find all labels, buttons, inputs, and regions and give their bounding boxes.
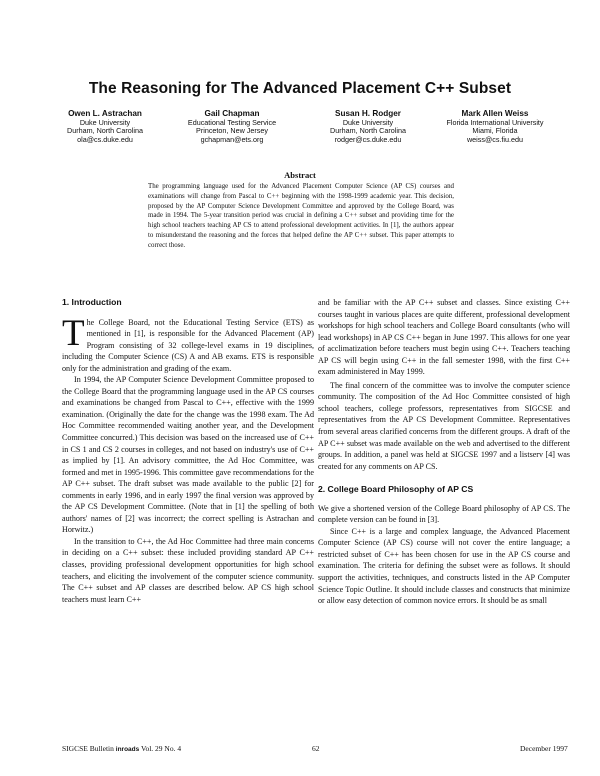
intro-paragraph-text: he College Board, not the Educational Testing Service (ETS) as mentioned in [1], is responsible for the Advanced Placement (AP) Program consisting of 32 college-level exams in 19 disciplines, including the Computer Science (CS) A and AB exams. ETS is responsible only for the administration and grading of the exam. [62, 317, 314, 373]
author-block [420, 110, 570, 145]
author-email: rodger@cs.duke.edu [334, 135, 402, 145]
author-affiliation: Florida International University [446, 117, 544, 127]
author-location: Miami, Florida [472, 126, 518, 136]
body-paragraph: Since C++ is a large and complex language, the Advanced Placement Computer Science (AP CS) course will not cover the entire language; a restricted subset of C++ has been chosen for use in the AP CS course and examination. The criteria for defining the subset were as follows. It should support the activities, techniques, and constructs listed in the AP Computer Science Topic Outline. It should include classes and constructs that minimize or allow easy detection of common novice errors. It should be as small [318, 526, 570, 606]
author-affiliation: Duke University [342, 117, 394, 127]
author-name: Susan H. Rodger [335, 109, 401, 118]
section-heading: 1. Introduction [62, 297, 122, 307]
author-location: Durham, North Carolina [67, 126, 143, 136]
body-paragraph: The final concern of the committee was to involve the computer science community. The composition of the Ad Hoc Committee consisted of high school teachers, college professors, representatives from SIGCSE and representatives from the AP CS Development Committee. Representatives from several areas clarified concerns from the different groups. A draft of the AP C++ subset was made available on the web and advertised to the different groups. In addition, a panel was held at SIGCSE 1997 and a listserv [4] was created for any comments on AP CS. [318, 380, 570, 471]
footer-date: December 1997 [520, 744, 568, 753]
author-name: Owen L. Astrachan [68, 109, 142, 118]
body-paragraph: In the transition to C++, the Ad Hoc Committee had three main concerns in deciding on a C++ subset: these included providing standard AP C++ classes, providing professional development opportunities for high school teachers, and eliciting the involvement of the computer science community. The C++ subset and AP classes are described below. AP CS high school teachers must learn C++ [62, 536, 314, 604]
footer-journal [62, 744, 181, 753]
author-block [157, 110, 307, 145]
author-location: Princeton, New Jersey [196, 126, 268, 136]
author-email: weiss@cs.fiu.edu [466, 135, 524, 145]
drop-cap: T [62, 312, 85, 354]
page-number: 62 [312, 744, 320, 753]
author-email: ola@cs.duke.edu [77, 135, 133, 145]
left-column [62, 297, 314, 605]
inroads-logo: inroads [115, 746, 140, 753]
intro-paragraph [62, 312, 314, 375]
author-affiliation: Duke University [79, 117, 131, 127]
body-paragraph: and be familiar with the AP C++ subset and classes. Since existing C++ courses taught in various places are quite different, professional development workshops for high school teachers and College Board consultants (who will lead workshops) in AP CS C++ began in June 1997. This allows for one year of acclimatization before teachers must begin using C++. Teachers teaching AP CS will begin using C++ in the fall semester 1998, with the first C++ exam administered in May 1999. [318, 298, 570, 377]
abstract-text: The programming language used for the Advanced Placement Computer Science (AP CS) courses and examinations will change from Pascal to C++ beginning with the 1998-1999 academic year. This decision, proposed by the AP Computer Science Development Committee and approved by the College Board, was made in 1994. The 5-year transition period was crucial in defining a C++ subset and providing time for the high school teachers teaching AP CS to attend professional development activities. In [1], the authors appear to misunderstand the reasoning and the forces that helped define the AP C++ subset. This paper attempts to correct those. [148, 183, 454, 249]
section-heading: 2. College Board Philosophy of AP CS [318, 484, 474, 495]
body-paragraph: We give a shortened version of the College Board philosophy of AP CS. The complete version can be found in [3]. [318, 503, 570, 525]
author-location: Durham, North Carolina [330, 126, 406, 136]
author-name: Mark Allen Weiss [461, 109, 529, 118]
abstract-heading: Abstract [284, 170, 316, 180]
author-affiliation: Educational Testing Service [187, 117, 277, 127]
author-email: gchapman@ets.org [200, 135, 264, 145]
author-name: Gail Chapman [204, 109, 260, 118]
journal-name: SIGCSE Bulletin [62, 744, 114, 753]
journal-volume: Vol. 29 No. 4 [141, 744, 182, 753]
body-paragraph: In 1994, the AP Computer Science Development Committee proposed to the College Board that the programming language used in the AP CS courses and examinations be changed from Pascal to C++, effective with the 1999 examination. (Originally the date for the change was the 1998 exam. The Ad Hoc Committee recommended waiting another year, and the Development Committee concurred.) This decision was based on the increased use of C++ in CS 1 and CS 2 courses in colleges, and not based on industry's use of C++ as implied by [1]. An advisory committee, the Ad Hoc Committee, was formed and met in 1995-1996. This committee gave recommendations for the AP C++ subset. The draft subset was made available to the public [2] for comments in early 1996, and in early 1997 the final version was approved by the AP CS Development Committee. (Note that in [1] the spelling of both authors' names of [2] was incorrect; the correct spelling is Astrachan and Horwitz.) [62, 375, 314, 535]
paper-title: The Reasoning for The Advanced Placement C++ Subset [88, 80, 512, 97]
right-column [318, 297, 570, 607]
